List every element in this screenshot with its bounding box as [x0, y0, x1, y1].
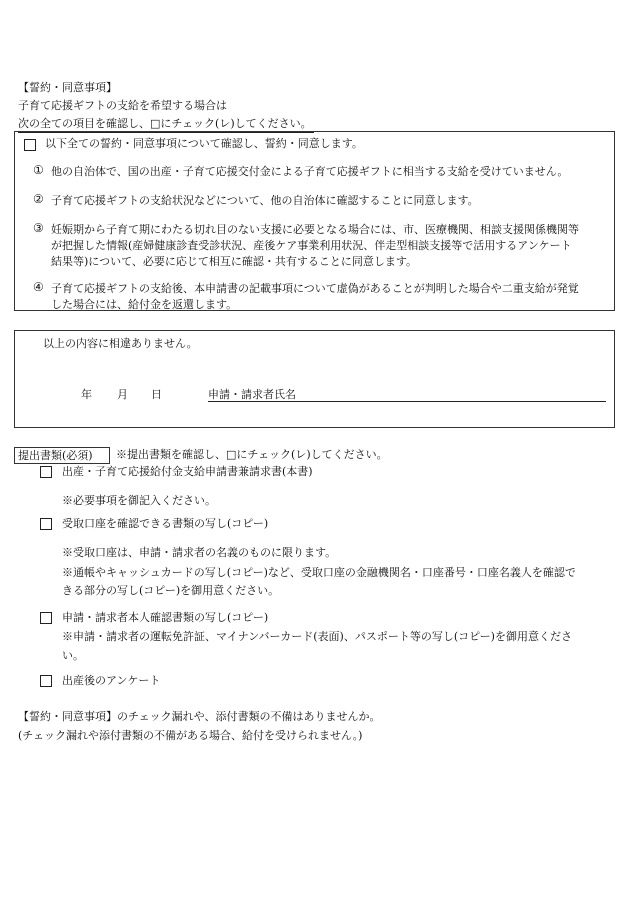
doc-2-note-2: ※通帳やキャッシュカードの写し(コピー)など、受取口座の金融機関名・口座番号・口座名義人を確認で: [62, 566, 576, 579]
documents-label: 提出書類(必須): [18, 449, 93, 462]
doc-3-note-1: ※申請・請求者の運転免許証、マイナンバーカード(表面)、パスポート等の写し(コピー)を御用意くださ: [62, 630, 572, 643]
item-2-number: ②: [33, 192, 44, 206]
item-3-line-1: 妊娠期から子育て期にわたる切れ目のない支援に必要となる場合には、市、医療機関、相談支援関係機関等: [51, 223, 579, 236]
item-4-line-1: 子育て応援ギフトの支給後、本申請書の記載事項について虚偽があることが判明した場合や二重支給が発覚: [51, 282, 579, 295]
year-label: 年: [81, 388, 92, 401]
item-1-number: ①: [33, 163, 44, 177]
declaration-text: 以上の内容に相違ありません。: [43, 337, 198, 350]
pledge-heading: 【誓約・同意事項】: [18, 81, 117, 94]
documents-instruction: ※提出書類を確認し、□にチェック(レ)してください。: [116, 448, 388, 461]
footer-line-2: (チェック漏れや添付書類の不備がある場合、給付を受けられません。): [18, 729, 363, 742]
item-4-number: ④: [33, 280, 44, 294]
name-label: 申請・請求者氏名: [208, 388, 296, 401]
pledge-intro-2: 次の全ての項目を確認し、□にチェック(レ)してください。: [18, 116, 314, 133]
name-signature-line[interactable]: [208, 401, 606, 402]
footer-line-1: 【誓約・同意事項】のチェック漏れや、添付書類の不備はありませんか。: [18, 710, 381, 723]
pledge-box: [14, 131, 615, 311]
doc-4-label: 出産後のアンケート: [62, 674, 161, 687]
doc-2-checkbox[interactable]: [40, 518, 52, 530]
doc-4-checkbox[interactable]: [40, 675, 52, 687]
doc-2-note-1: ※受取口座は、申請・請求者の名義のものに限ります。: [62, 546, 337, 559]
item-2-text: 子育て応援ギフトの支給状況などについて、他の自治体に確認することに同意します。: [51, 194, 479, 207]
doc-3-note-2: い。: [62, 649, 84, 662]
item-4-line-2: した場合には、給付金を返還します。: [51, 298, 238, 311]
doc-2-note-3: きる部分の写し(コピー)を御用意ください。: [62, 584, 280, 597]
doc-3-checkbox[interactable]: [40, 612, 52, 624]
day-label: 日: [151, 388, 162, 401]
declaration-box: [14, 330, 615, 428]
month-label: 月: [117, 388, 128, 401]
documents-label-box: [14, 447, 110, 464]
doc-2-label: 受取口座を確認できる書類の写し(コピー): [62, 517, 269, 530]
item-3-number: ③: [33, 221, 44, 235]
doc-1-note-1: ※必要事項を御記入ください。: [62, 494, 216, 507]
confirm-all-checkbox[interactable]: [24, 139, 36, 151]
item-3-line-2: が把握した情報(産婦健康診査受診状況、産後ケア事業利用状況、伴走型相談支援等で活用するアンケート: [51, 239, 572, 252]
doc-3-label: 申請・請求者本人確認書類の写し(コピー): [62, 611, 269, 624]
confirm-all-label: 以下全ての誓約・同意事項について確認し、誓約・同意します。: [45, 137, 363, 150]
item-1-text: 他の自治体で、国の出産・子育て応援交付金による子育て応援ギフトに相当する支給を受けていません。: [51, 165, 569, 178]
doc-1-label: 出産・子育て応援給付金支給申請書兼請求書(本書): [62, 465, 313, 478]
doc-1-checkbox[interactable]: [40, 466, 52, 478]
item-3-line-3: 結果等)について、必要に応じて相互に確認・共有することに同意します。: [51, 255, 417, 268]
pledge-intro-1: 子育て応援ギフトの支給を希望する場合は: [18, 99, 227, 112]
